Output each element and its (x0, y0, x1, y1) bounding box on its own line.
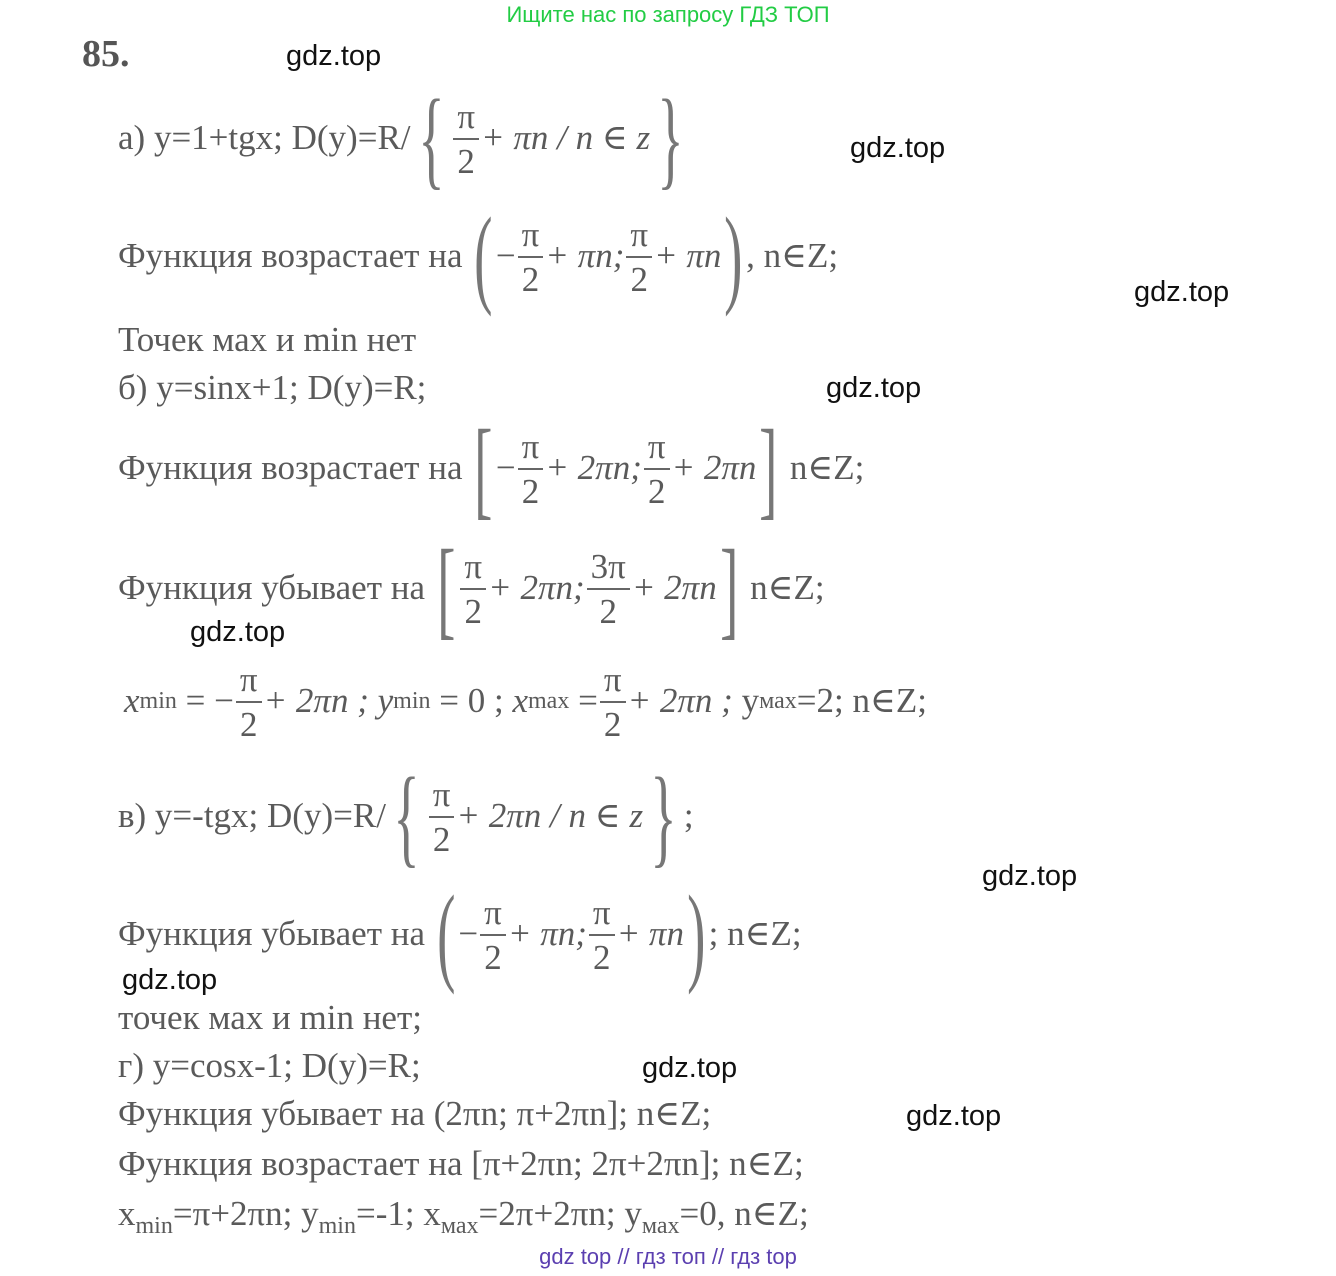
part-g-increasing: Функция возрастает на [π+2πn; 2π+2πn]; n∈Z; (118, 1144, 804, 1183)
problem-number: 85. (82, 33, 130, 75)
footer-links[interactable]: gdz top // гдз топ // гдз top (539, 1244, 797, 1269)
watermark: gdz.top (190, 616, 286, 648)
watermark: gdz.top (122, 964, 218, 996)
part-v-domain: в) y=-tgx; D(y)=R/ { $\frac{\pi}{2}$ + 2πn / n ∈ z } ; (118, 755, 694, 877)
part-v-decreasing: Функция убывает на ( − $\frac{\pi}{2}$ + πn; $\frac{\pi}{2}$ + πn ) ; n∈Z; (118, 873, 802, 995)
part-b-extrema: x min = − $\frac{\pi}{2}$ + 2πn ; y min = 0 ; x max = $\frac{\pi}{2}$ + 2πn ; y мах =2; n∈Z; (124, 660, 927, 744)
part-a-extrema: Точек мах и min нет (118, 320, 417, 359)
watermark: gdz.top (642, 1052, 738, 1084)
watermark: gdz.top (1134, 276, 1230, 308)
watermark: gdz.top (906, 1100, 1002, 1132)
part-v-extrema: точек мах и min нет; (118, 998, 422, 1037)
watermark: gdz.top (826, 372, 922, 404)
part-g-domain: г) y=cosx-1; D(y)=R; (118, 1046, 421, 1085)
part-b-decreasing: Функция убывает на [ $\frac{\pi}{2}$ + 2πn; $\frac{3\pi}{2}$ + 2πn ] n∈Z; (118, 527, 825, 649)
watermark: gdz.top (286, 40, 382, 72)
watermark: gdz.top (850, 132, 946, 164)
part-a-domain: а) y=1+tgx; D(y)=R/ { $\frac{\pi}{2}$ + πn / n ∈ z } (118, 77, 684, 199)
watermark: gdz.top (982, 860, 1078, 892)
part-g-decreasing: Функция убывает на (2πn; π+2πn]; n∈Z; (118, 1094, 712, 1133)
top-banner: Ищите нас по запросу ГДЗ ТОП (506, 2, 830, 27)
part-a-increasing: Функция возрастает на ( − $\frac{\pi}{2}$ + πn; $\frac{\pi}{2}$ + πn ) , n∈Z; (118, 195, 839, 317)
part-b-increasing: Функция возрастает на [ − $\frac{\pi}{2}$ + 2πn; $\frac{\pi}{2}$ + 2πn ] n∈Z; (118, 407, 865, 529)
part-g-extrema: $x_{min}=\pi+2\pi n$; $y_{min}=-1$; $x_{мах}=2\pi+2\pi n$; $y_{мах}=0$, n∈Z; (118, 1194, 809, 1239)
part-b-domain: б) y=sinx+1; D(y)=R; (118, 368, 427, 407)
